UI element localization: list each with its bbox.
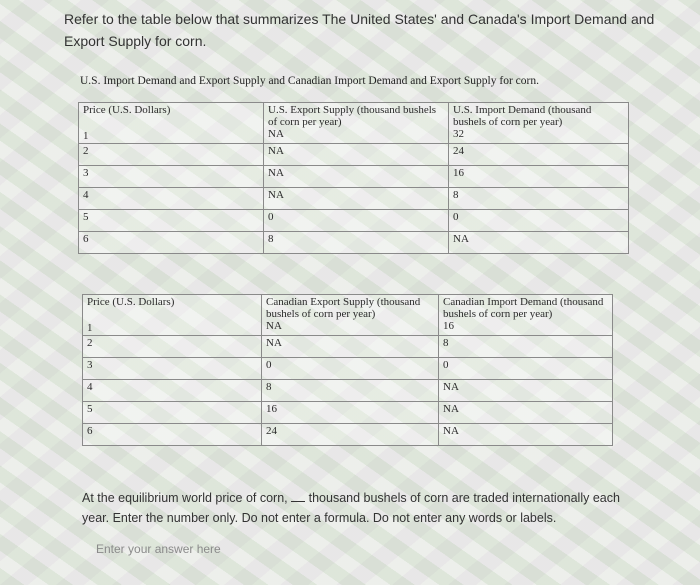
question-part2: thousand bushels of corn are traded internationally each year. Enter the number only. Do not enter a formula. Do not enter any words or labels. [82, 491, 620, 525]
header-price-label: Price (U.S. Dollars) [83, 104, 171, 116]
table-cell: 24 [262, 424, 439, 446]
table-cell: 8 [449, 188, 629, 210]
table-row [79, 166, 629, 188]
cell-price-p1: 1 [87, 322, 93, 334]
table-cell: NA [439, 402, 613, 424]
table-row [79, 188, 629, 210]
table-cell: 4 [79, 188, 264, 210]
table-cell: NA [439, 380, 613, 402]
table-cell: NA [439, 424, 613, 446]
table-cell: 8 [262, 380, 439, 402]
header-canada-export-supply-label: Canadian Export Supply (thousand bushels of corn per year) [266, 296, 421, 320]
table-row [83, 380, 613, 402]
table-caption: U.S. Import Demand and Export Supply and Canadian Import Demand and Export Supply for corn. [80, 75, 539, 87]
table-cell: 3 [83, 358, 262, 380]
header-price-label: Price (U.S. Dollars) [87, 296, 175, 308]
table-row [83, 358, 613, 380]
table-cell: 0 [449, 210, 629, 232]
table-cell: 5 [83, 402, 262, 424]
table-cell: 6 [83, 424, 262, 446]
cell-us-export-p1: NA [268, 128, 284, 140]
header-us-import-demand [449, 103, 629, 144]
table-cell: NA [262, 336, 439, 358]
table-cell: 4 [83, 380, 262, 402]
cell-us-import-p1: 32 [453, 128, 464, 140]
table-cell: 24 [449, 144, 629, 166]
question-text [82, 488, 642, 528]
table-cell: NA [449, 232, 629, 254]
table-row [79, 232, 629, 254]
question-part1: At the equilibrium world price of corn, [82, 491, 288, 505]
header-canada-export-supply [262, 295, 439, 336]
cell-canada-export-p1: NA [266, 320, 282, 332]
table-row [79, 210, 629, 232]
table-cell: 6 [79, 232, 264, 254]
table-cell: 16 [449, 166, 629, 188]
answer-input[interactable] [86, 536, 356, 562]
table-header-row [83, 295, 613, 336]
us-corn-table [78, 102, 629, 254]
table-cell: 0 [262, 358, 439, 380]
answer-blank [291, 491, 305, 502]
table-row [83, 424, 613, 446]
intro-text: Refer to the table below that summarizes The United States' and Canada's Import Demand and Export Supply for corn. [64, 11, 655, 49]
table-cell: 5 [79, 210, 264, 232]
cell-canada-import-p1: 16 [443, 320, 454, 332]
table-cell: NA [264, 188, 449, 210]
table-header-row [79, 103, 629, 144]
table-row [83, 336, 613, 358]
header-price [83, 295, 262, 336]
header-price [79, 103, 264, 144]
header-canada-import-demand-label: Canadian Import Demand (thousand bushels of corn per year) [443, 296, 604, 320]
header-us-import-demand-label: U.S. Import Demand (thousand bushels of corn per year) [453, 104, 592, 128]
table-cell: 8 [264, 232, 449, 254]
table-row [79, 144, 629, 166]
header-canada-import-demand [439, 295, 613, 336]
header-us-export-supply [264, 103, 449, 144]
table-cell: 0 [439, 358, 613, 380]
table-cell: 16 [262, 402, 439, 424]
table-cell: 2 [83, 336, 262, 358]
header-us-export-supply-label: U.S. Export Supply (thousand bushels of corn per year) [268, 104, 437, 128]
table-cell: 8 [439, 336, 613, 358]
table-cell: 0 [264, 210, 449, 232]
canada-corn-table [82, 294, 613, 446]
table-cell: NA [264, 166, 449, 188]
table-row [83, 402, 613, 424]
cell-price-p1: 1 [83, 130, 89, 142]
table-cell: 2 [79, 144, 264, 166]
table-cell: 3 [79, 166, 264, 188]
table-cell: NA [264, 144, 449, 166]
